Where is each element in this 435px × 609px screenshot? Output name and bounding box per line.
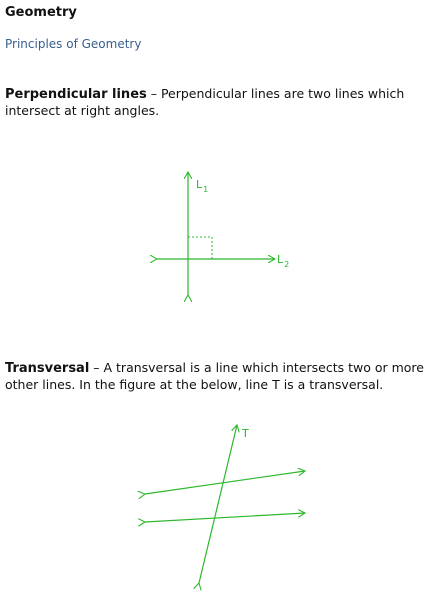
perpendicular-separator: – [146,86,161,101]
transversal-figure [145,425,305,583]
right-angle-marker [188,237,212,259]
label-l1: $L_1$ [196,178,209,194]
transversal-line-t [199,425,237,583]
transversal-separator: – [89,360,104,375]
label-t: T [242,427,249,440]
perpendicular-lines-term: Perpendicular lines [5,87,147,102]
parallel-line-lower [145,513,305,522]
page-subtitle: Principles of Geometry [5,37,142,51]
label-l2: $L_2$ [277,253,290,269]
perpendicular-lines-figure [157,172,289,295]
transversal-description: A transversal is a line which intersects two or more other lines. In the figure at the below, line T is a transversal. [5,360,424,392]
transversal-paragraph [5,360,430,393]
perpendicular-lines-description: Perpendicular lines are two lines which intersect at right angles. [5,86,405,118]
transversal-term: Transversal [5,361,90,376]
page-title: Geometry [5,5,77,20]
